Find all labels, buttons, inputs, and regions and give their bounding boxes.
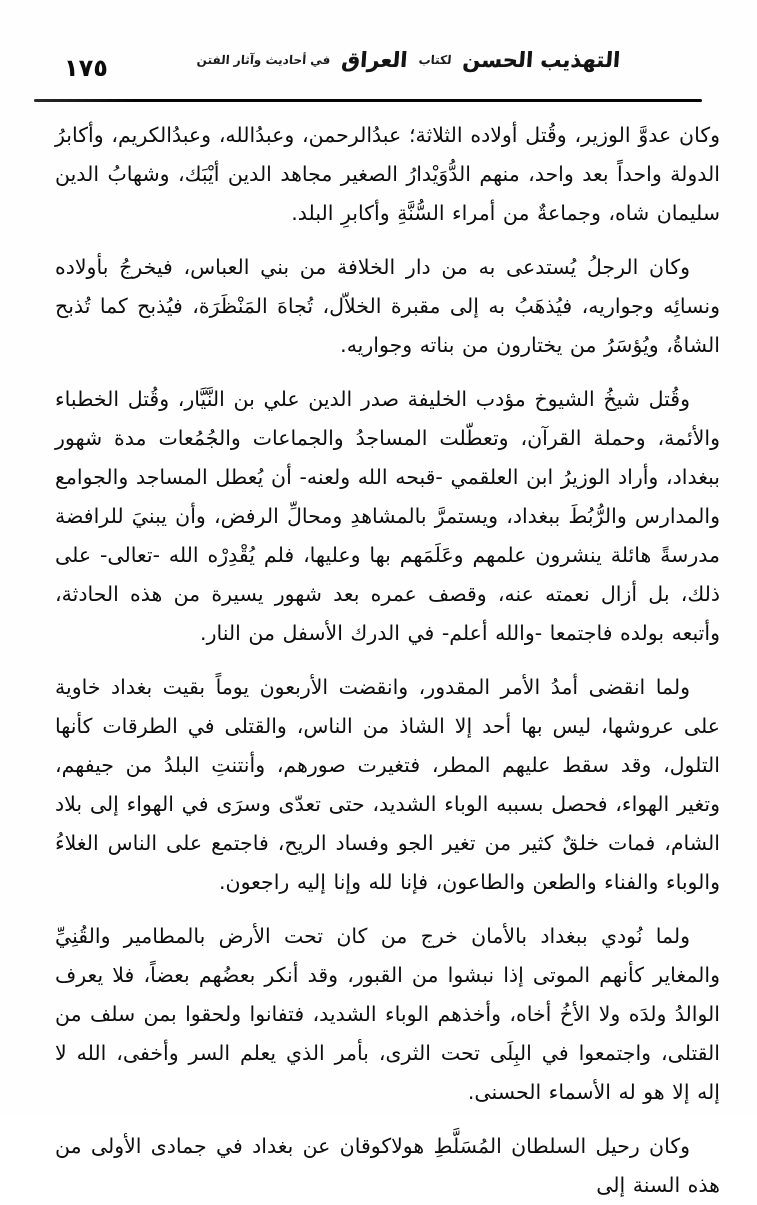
book-title-subject: العراق xyxy=(340,48,409,72)
paragraph: وكان رحيل السلطان المُسَلَّطِ هولاكوقان عن بغداد في جمادى الأولى من هذه السنة إلى xyxy=(55,1134,720,1197)
book-title-calligraphy xyxy=(59,48,757,72)
page-header xyxy=(0,0,757,103)
paragraph: وقُتل شيخُ الشيوخ مؤدب الخليفة صدر الدين علي بن النَّيَّار، وقُتل الخطباء والأئمة، وحملة القرآن، وتعطّلت المساجدُ والجماعات والجُمُعات مدة شهور ببغداد، وأراد الوزيرُ ابن العلقمي -قبحه الله ولعنه- أن يُعطل المساجد والجوامع والمدارس والرُّبُطَ ببغداد، ويستمرَّ بالمشاهدِ ومحالِّ الرفض، وأن يبنيَ للرافضة مدرسةً هائلة ينشرون علمهم وعَلَمَهم بها وعليها، فلم يُقْدِرْه الله -تعالى- على ذلك، بل أزال نعمته عنه، وقصف عمره بعد شهور يسيرة من هذه الحادثة، وأتبعه بولده فاجتمعا -والله أعلم- في الدرك الأسفل من النار. xyxy=(55,387,720,645)
book-title-connector: لكتاب xyxy=(418,53,453,67)
paragraph: وكان الرجلُ يُستدعى به من دار الخلافة من بني العباس، فيخرجُ بأولاده ونسائِه وجواريه، فيُذهَبُ به إلى مقبرة الخلاّل، تُجاهَ المَنْظَرَة، فيُذبح كما تُذبح الشاةُ، ويُؤسَرُ من يختارون من بناته وجواريه. xyxy=(55,255,720,357)
header-divider-rule xyxy=(34,99,702,102)
paragraph: ولما نُودي ببغداد بالأمان خرج من كان تحت الأرض بالمطامير والقُنِيِّ والمغاير كأنهم الموتى إذا نبشوا من القبور، وقد أنكر بعضُهم بعضاً، فلا يعرف الوالدُ ولدَه ولا الأخُ أخاه، وأخذهم الوباء الشديد، فتفانوا ولحقوا بمن سلف من القتلى، واجتمعوا في البِلَى تحت الثرى، بأمر الذي يعلم السر وأخفى، الله لا إله إلا هو له الأسماء الحسنى. xyxy=(55,924,720,1104)
page-text-body xyxy=(55,116,720,1197)
paragraph: وكان عدوَّ الوزير، وقُتل أولاده الثلاثة؛ عبدُالرحمن، وعبدُالله، وعبدُالكريم، وأكابرُ الدولة واحداً بعد واحد، منهم الدُّوَيْدارُ الصغير مجاهد الدين أيْبَك، وشهابُ الدين سليمان شاه، وجماعةٌ من أمراء السُّنَّةِ وأكابرِ البلد. xyxy=(55,123,720,225)
book-title-tail: في أحاديث وآثار الفتن xyxy=(196,53,331,67)
book-title-main: التهذيب الحسن xyxy=(461,48,622,72)
page-number: ١٧٥ xyxy=(64,54,108,82)
paragraph: ولما انقضى أمدُ الأمر المقدور، وانقضت الأربعون يوماً بقيت بغداد خاوية على عروشها، ليس بها أحد إلا الشاذ من الناس، والقتلى في الطرقات كأنها التلول، وقد سقط عليهم المطر، فتغيرت صورهم، وأنتنتِ البلدُ من جيفهم، وتغير الهواء، فحصل بسببه الوباء الشديد، حتى تعدّى وسرَى في الهواء إلى بلاد الشام، فمات خلقٌ كثير من تغير الجو وفساد الريح، فاجتمع على الناس الغلاءُ والوباء والفناء والطعن والطاعون، فإنا لله وإنا إليه راجعون. xyxy=(55,675,720,894)
